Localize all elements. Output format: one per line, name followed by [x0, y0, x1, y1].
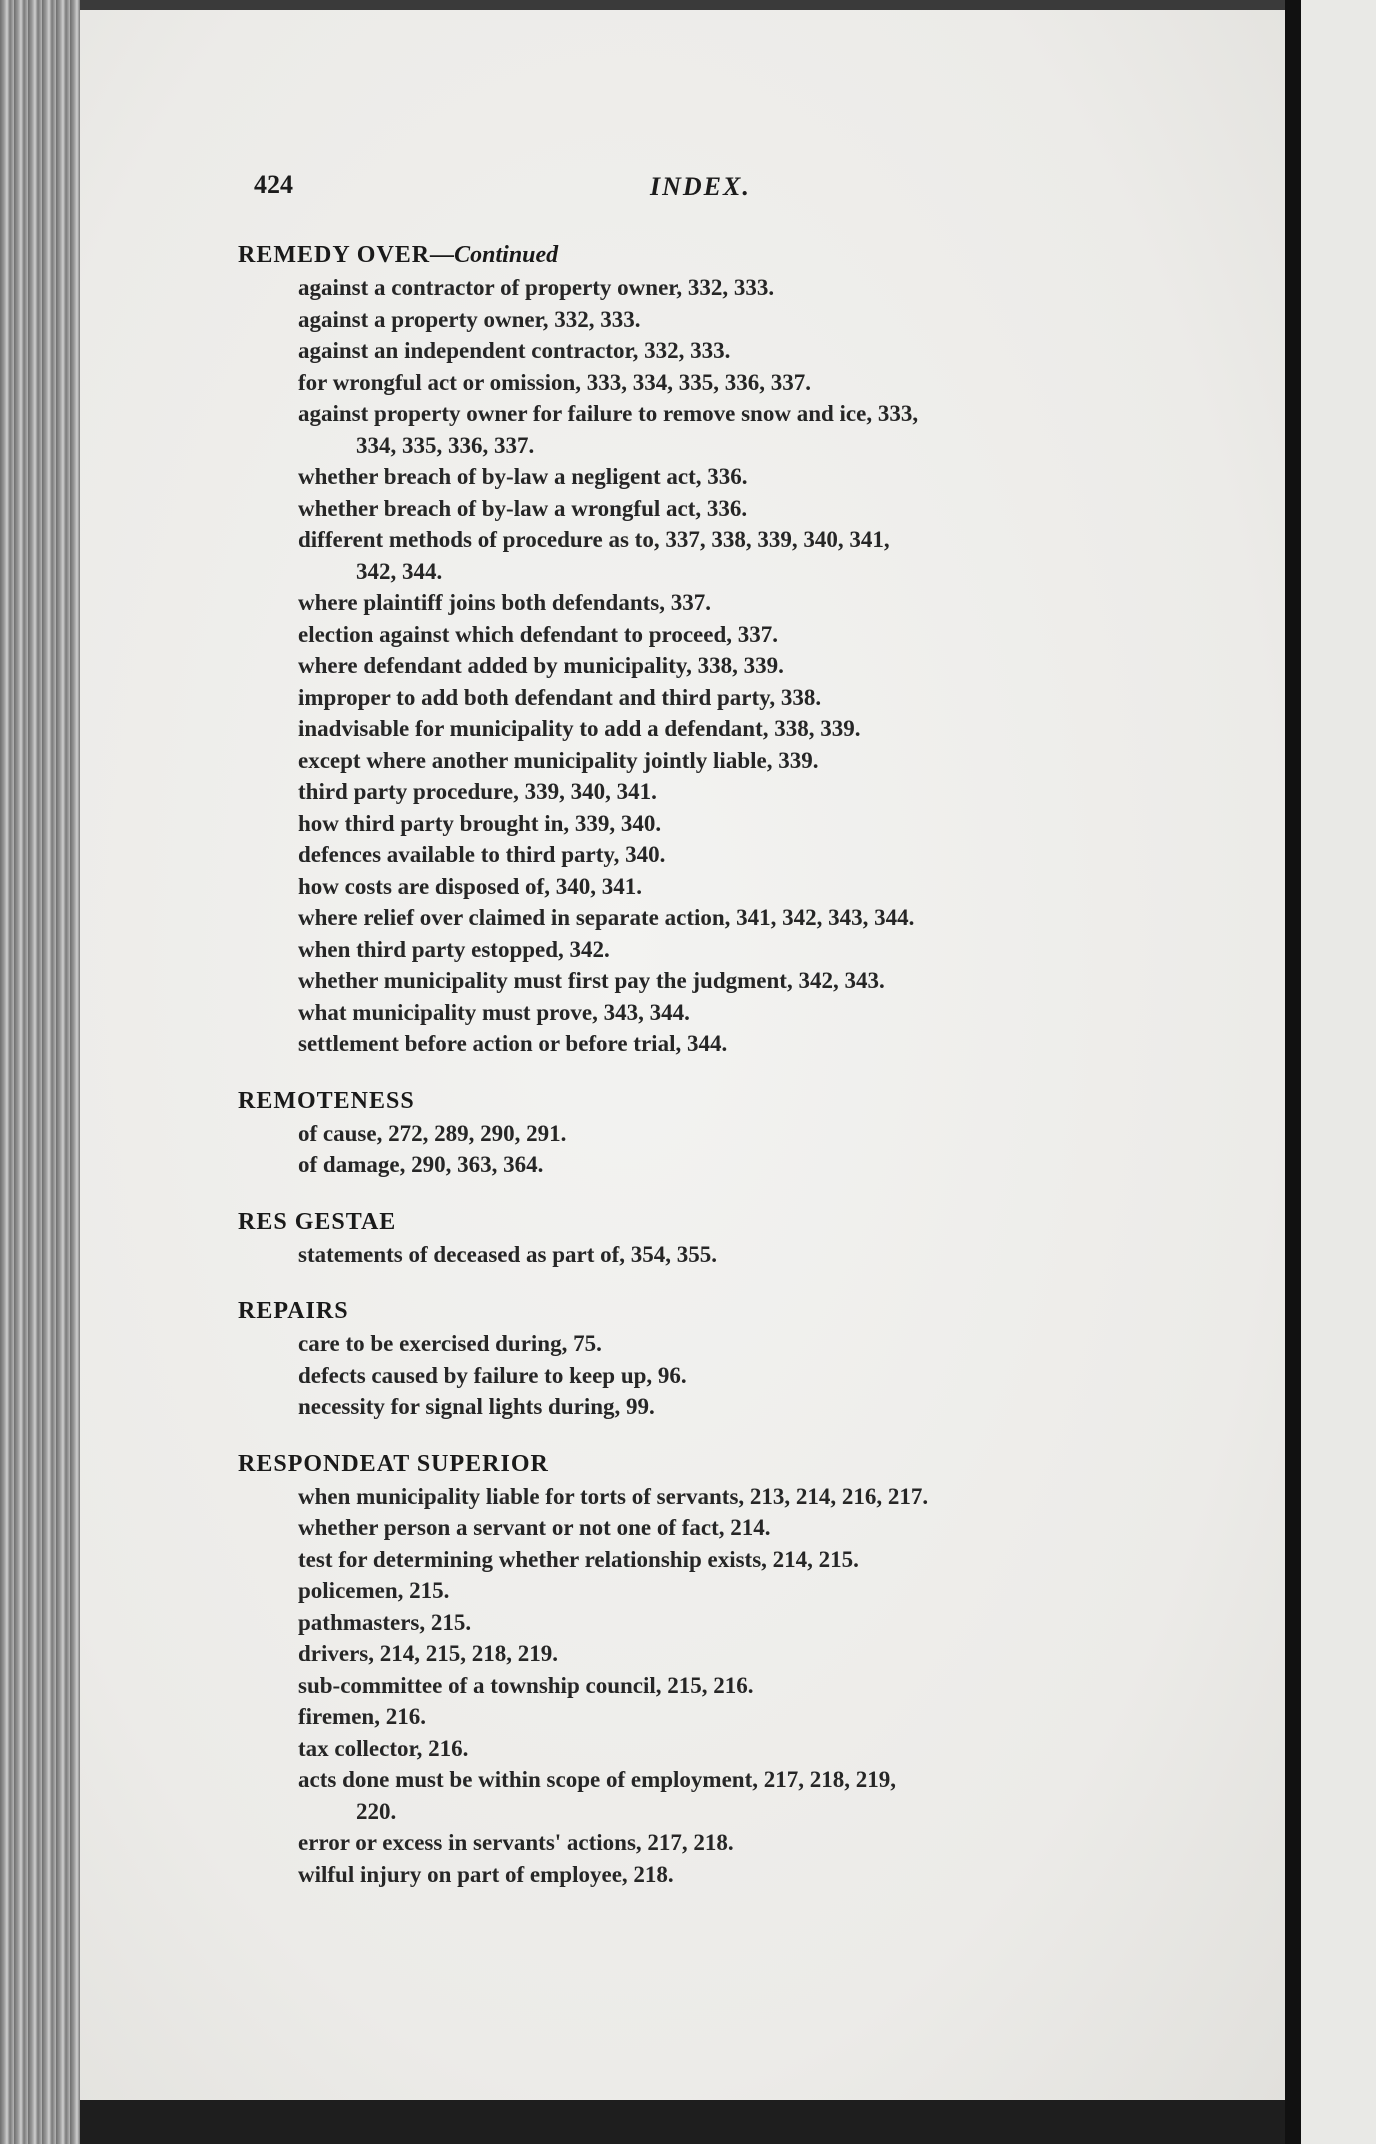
subentry — [238, 524, 1228, 587]
subentry-text: for wrongful act or omission, 333, 334, 335, 336, 337. — [298, 369, 812, 395]
subentry — [238, 1607, 1228, 1639]
subentry-list — [238, 1118, 1228, 1181]
index-entry — [238, 1447, 1228, 1891]
subentry-text: sub-committee of a township council, 215, 216. — [298, 1672, 754, 1698]
subentry — [238, 461, 1228, 493]
subentry — [238, 745, 1228, 777]
subentry-text: where plaintiff joins both defendants, 337. — [298, 590, 711, 615]
subentry-text: defences available to third party, 340. — [298, 842, 666, 867]
subentry — [238, 682, 1228, 714]
running-head — [80, 170, 1285, 210]
subentry-text: defects caused by failure to keep up, 96. — [298, 1362, 687, 1388]
index-heading-text: REMOTENESS — [238, 1087, 415, 1114]
subentry-text: third party procedure, 339, 340, 341. — [298, 779, 657, 804]
subentry — [238, 1118, 1228, 1150]
subentry — [238, 1638, 1228, 1670]
subentry-list — [238, 1328, 1228, 1423]
subentry-text: against a property owner, 332, 333. — [298, 306, 641, 332]
page-stack-edge — [0, 0, 80, 2144]
subentry-text: test for determining whether relationship exists, 214, 215. — [298, 1546, 859, 1572]
subentry — [238, 1239, 1228, 1271]
subentry-continuation: 220. — [356, 1798, 397, 1824]
page-number: 424 — [254, 170, 293, 199]
subentry — [238, 776, 1228, 808]
subentry-text: wilful injury on part of employee, 218. — [298, 1861, 674, 1887]
subentry-text: how costs are disposed of, 340, 341. — [298, 873, 642, 899]
subentry-text: drivers, 214, 215, 218, 219. — [298, 1641, 559, 1666]
subentry-text: when municipality liable for torts of servants, 213, 214, 216, 217. — [298, 1483, 929, 1509]
subentry — [238, 1360, 1228, 1392]
subentry-text: statements of deceased as part of, 354, 355. — [298, 1241, 718, 1267]
subentry — [238, 934, 1228, 966]
subentry-text: whether person a servant or not one of fact, 214. — [298, 1515, 771, 1540]
index-heading-text: REMEDY OVER — [238, 242, 431, 268]
subentry-text: of damage, 290, 363, 364. — [298, 1152, 544, 1177]
subentry — [238, 1149, 1228, 1181]
subentry — [238, 335, 1228, 367]
continued-label: —Continued — [430, 242, 559, 268]
subentry-continuation: 334, 335, 336, 337. — [356, 432, 535, 458]
subentry-text: how third party brought in, 339, 340. — [298, 810, 662, 836]
index-heading — [238, 238, 1228, 272]
subentry-text: against property owner for failure to remove snow and ice, 333, — [298, 401, 919, 426]
subentry-text: policemen, 215. — [298, 1578, 450, 1603]
subentry — [238, 1859, 1228, 1891]
index-heading — [238, 1447, 1228, 1481]
subentry-text: when third party estopped, 342. — [298, 936, 610, 962]
subentry-text: care to be exercised during, 75. — [298, 1331, 602, 1356]
subentry-text: different methods of procedure as to, 337, 338, 339, 340, 341, — [298, 527, 890, 552]
subentry-text: whether municipality must first pay the judgment, 342, 343. — [298, 968, 885, 993]
subentry — [238, 1328, 1228, 1360]
running-title: INDEX. — [650, 172, 751, 201]
subentry — [238, 587, 1228, 619]
subentry — [238, 272, 1228, 304]
subentry — [238, 808, 1228, 840]
subentry — [238, 902, 1228, 934]
subentry — [238, 1512, 1228, 1544]
subentry-text: error or excess in servants' actions, 217, 218. — [298, 1830, 734, 1855]
index-heading — [238, 1205, 1228, 1239]
subentry — [238, 1028, 1228, 1060]
index-entry — [238, 238, 1228, 1060]
index-heading-text: RES GESTAE — [238, 1208, 397, 1235]
subentry — [238, 1391, 1228, 1423]
subentry — [238, 713, 1228, 745]
subentry-text: tax collector, 216. — [298, 1735, 469, 1761]
subentry — [238, 965, 1228, 997]
subentry — [238, 1733, 1228, 1765]
subentry — [238, 619, 1228, 651]
index-heading-text: REPAIRS — [238, 1298, 349, 1324]
subentry — [238, 1544, 1228, 1576]
subentry-text: settlement before action or before trial, 344. — [298, 1031, 728, 1056]
index-heading — [238, 1294, 1228, 1328]
index-heading — [238, 1084, 1228, 1118]
bottom-shadow — [80, 2100, 1285, 2144]
subentry — [238, 871, 1228, 903]
facing-page-edge — [1301, 0, 1376, 2144]
subentry — [238, 1827, 1228, 1859]
subentry-text: where defendant added by municipality, 338, 339. — [298, 653, 784, 678]
subentry-continuation: 342, 344. — [356, 558, 443, 584]
subentry-text: election against which defendant to proceed, 337. — [298, 621, 779, 647]
subentry-text: where relief over claimed in separate action, 341, 342, 343, 344. — [298, 905, 915, 930]
subentry — [238, 650, 1228, 682]
subentry-text: what municipality must prove, 343, 344. — [298, 999, 690, 1025]
subentry-text: improper to add both defendant and third party, 338. — [298, 684, 822, 710]
subentry — [238, 839, 1228, 871]
index-entry — [238, 1205, 1228, 1271]
subentry-list — [238, 1481, 1228, 1891]
subentry — [238, 1575, 1228, 1607]
subentry — [238, 1701, 1228, 1733]
subentry — [238, 997, 1228, 1029]
subentry-text: pathmasters, 215. — [298, 1609, 472, 1635]
index-entry — [238, 1294, 1228, 1423]
subentry — [238, 304, 1228, 336]
subentry-text: against an independent contractor, 332, 333. — [298, 338, 731, 363]
subentry-text: whether breach of by-law a negligent act, 336. — [298, 464, 748, 489]
binding-gutter — [1285, 0, 1301, 2144]
subentry-text: of cause, 272, 289, 290, 291. — [298, 1120, 567, 1146]
subentry — [238, 398, 1228, 461]
index-heading-text: RESPONDEAT SUPERIOR — [238, 1450, 549, 1477]
subentry-text: firemen, 216. — [298, 1704, 426, 1729]
subentry-text: necessity for signal lights during, 99. — [298, 1394, 655, 1419]
subentry — [238, 1481, 1228, 1513]
subentry — [238, 1764, 1228, 1827]
subentry — [238, 367, 1228, 399]
subentry-text: except where another municipality jointly liable, 339. — [298, 747, 819, 773]
subentry-list — [238, 272, 1228, 1060]
subentry-text: against a contractor of property owner, 332, 333. — [298, 275, 775, 300]
subentry — [238, 1670, 1228, 1702]
book-page — [80, 10, 1285, 2100]
index-body — [238, 238, 1228, 1914]
subentry-list — [238, 1239, 1228, 1271]
subentry-text: inadvisable for municipality to add a defendant, 338, 339. — [298, 716, 861, 741]
index-entry — [238, 1084, 1228, 1181]
subentry-text: whether breach of by-law a wrongful act, 336. — [298, 495, 748, 521]
subentry-text: acts done must be within scope of employment, 217, 218, 219, — [298, 1767, 896, 1792]
subentry — [238, 493, 1228, 525]
